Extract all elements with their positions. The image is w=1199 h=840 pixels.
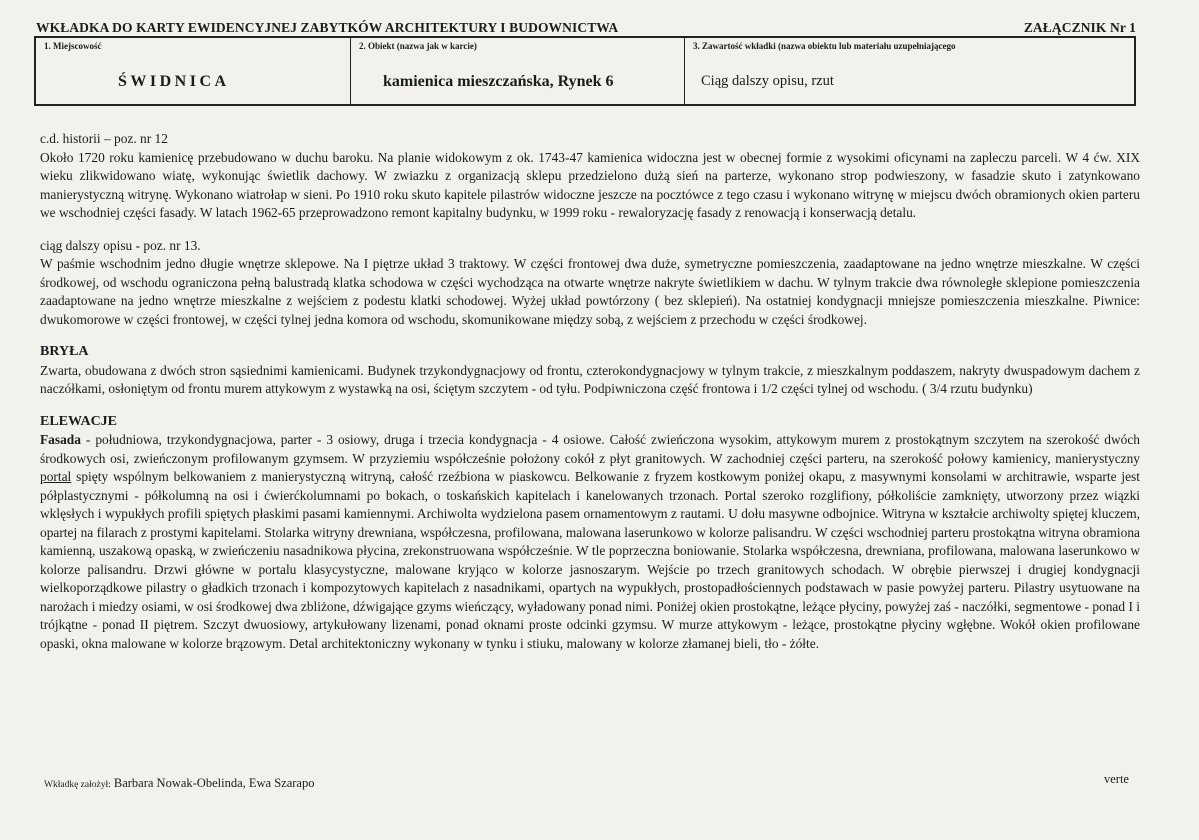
field-object-value: kamienica mieszczańska, Rynek 6 [383, 73, 614, 90]
field-locality-label: 1. Miejscowość [44, 41, 102, 51]
field-locality [36, 38, 351, 104]
document-title: WKŁADKA DO KARTY EWIDENCYJNEJ ZABYTKÓW ARCHITEKTURY I BUDOWNICTWA [36, 20, 619, 35]
fasada-text-a: - południowa, trzykondygnacjowa, parter - 3 osiowy, druga i trzecia kondygnacja - 4 osiowe. Całość zwieńczona wysokim, attykowym murem z prostokątnym szczytem na szerokość dwóch środkowych osi, zwieńczonym profilowanym gzymsem. W przyziemiu współcześnie położony cokół z płyt granitowych. W zachodniej części parteru, na szerokość połowy kamienicy, manierystyczny [40, 432, 1140, 466]
bryla-text: Zwarta, obudowana z dwóch stron sąsiednimi kamienicami. Budynek trzykondygnacjowy od frontu, czterokondygnacjowy w tylnym trakcie, z mieszkalnym poddaszem, nakryty dwuspadowym dachem z naczółkami, osłoniętym od frontu murem attykowym z wystawką na osi, ściętym szczytem - od tyłu. Podpiwniczona część frontowa i 1/2 części tylnej od wschodu. ( 3/4 rzutu budynku) [40, 362, 1140, 396]
bryla-heading: BRYŁA [40, 344, 89, 359]
footer-author [44, 776, 314, 791]
field-contents-value: Ciąg dalszy opisu, rzut [701, 73, 834, 89]
description-label: ciąg dalszy opisu - poz. nr 13. [40, 237, 201, 253]
field-contents-label: 3. Zawartość wkładki (nazwa obiektu lub materiału uzupełniającego [693, 41, 956, 51]
author-names: Barbara Nowak-Obelinda, Ewa Szarapo [113, 776, 315, 790]
author-label: Wkładkę założył: [44, 780, 111, 790]
fasada-text-b: spięty wspólnym belkowaniem z manierystyczną witryną, całość rzeźbiona w piaskowcu. Belkowanie z fryzem kostkowym poniżej okapu, z masywnymi konsolami w architrawie, wsparte jest półplastycznymi - półkolumną na osi i ćwierćkolumnami po bokach, o toskańskich kapitelach i kanelowanych trzonach. Portal szeroko rozglifiony, półkoliście zamknięty, utworzony przez wiązki wklęsłych i wypukłych profili spiętych płaskimi pasami kamiennymi. Archiwolta wydzielona pasem ornamentowym z rautami. U dołu masywne odbojnice. Witryna w kształcie archiwolty spiętej kluczem, opartej na filarach z prostymi kapitelami. Stolarka witryny drewniana, współczesna, profilowana, malowana laserunkowo w kolorze palisandru. W części wschodniej parteru prostokątna witryna obramiona kamienną, uszakową opaską, w zwieńczeniu nasadnikowa płycina, zrekonstruowana współcześnie. W tle poprzeczna boniowanie. Stolarka współczesna, drewniana, profilowana, malowana laserunkowo w kolorze palisandru. Drzwi główne w portalu klasycystyczne, malowane kryjąco w kolorze jasnoszarym. Wejście po trzech granitowych schodach. W obrębie pierwszej i drugiej kondygnacji wielkoporządkowe pilastry o gładkich trzonach i kompozytowych kapitelach z nasadnikami, opartych na wypukłych, prostopadłościennych podstawach w pasie powyżej parteru. Pilastry usytuowane na narożach i miedzy osiami, w osi środkowej dwa zbliżone, dźwigające gzyms wieńczący, wyładowany ponad nimi. Poniżej okien prostokątne, leżące płyciny, powyżej zaś - naczółki, segmentowe - ponad I i trójkątne - ponad II piętrem. Szczyt dwuosiowy, artykułowany lizenami, ponad oknami proste odcinki gzymsu. W murze attykowym - leżące, prostokątne płyciny wgłębne. Wokół okien profilowane opaski, okna malowane w kolorze brązowym. Detal architektoniczny wykonany w tynku i stiuku, malowany w kolorze złamanej bieli, tło - żółte. [40, 469, 1140, 651]
field-contents [685, 38, 1134, 104]
document-header [36, 20, 1136, 36]
attachment-number: ZAŁĄCZNIK Nr 1 [1023, 20, 1136, 35]
form-header-box [34, 36, 1136, 106]
field-object-label: 2. Obiekt (nazwa jak w karcie) [359, 41, 477, 51]
history-label: c.d. historii – poz. nr 12 [40, 131, 168, 146]
verte-note: verte [1104, 772, 1129, 786]
portal-underlined: portal [40, 469, 72, 484]
field-object [351, 38, 685, 104]
elewacje-heading: ELEWACJE [40, 413, 118, 429]
fasada-lead: Fasada [40, 432, 81, 447]
history-text: Około 1720 roku kamienicę przebudowano w duchu baroku. Na planie widokowym z ok. 1743-47 kamienica widoczna jest w obecnej formie z wysokimi oficynami na zapleczu parceli. W 4 ćw. XIX wieku zlikwidowano wiatę, wykonując świetlik dachowy. W zwiazku z organizacją sklepu przedzielono dużą sień na parterze, wykonano strop podwieszony, w fasadzie skuto i zatynkowano manierystyczną witrynę. Wykonano wiatrołap w sieni. Po 1910 roku skuto kapitele pilastrów widoczne jeszcze na pocztówce z tego czasu i wykonano witrynę w miejscu dwóch obramionych okien parteru we wschodniej części fasady. W latach 1962-65 przeprowadzono remont kapitalny budynku, w 1999 roku - rewaloryzację fasady z renowacją i konserwacją detalu. [40, 149, 1140, 220]
document-body [40, 130, 1140, 653]
field-locality-value: ŚWIDNICA [118, 73, 230, 90]
elewacje-text [40, 431, 1140, 653]
description-text: W paśmie wschodnim jedno długie wnętrze sklepowe. Na I piętrze układ 3 traktowy. W części frontowej dwa duże, symetryczne pomieszczenia, zaadaptowane na jedno wnętrze mieszkalne. W części środkowej, od wschodu ograniczona pełną balustradą klatka schodowa w części wychodząca na otwarte wnętrze nakryte świetlikiem w dachu. W tylnym trakcie dwa równoległe sklepione pomieszczenia zaadaptowane na jedno wnętrze mieszkalne z wejściem z podestu klatki schodowej. Wyżej układ powtórzony ( bez sklepień). Na ostatniej kondygnacji mniejsze pomieszczenia mieszkalne. Piwnice: dwukomorowe w części frontowej, w części tylnej jedna komora od wschodu, skomunikowane między sobą, z wejściem z przechodu w części środkowej. [40, 256, 1140, 327]
